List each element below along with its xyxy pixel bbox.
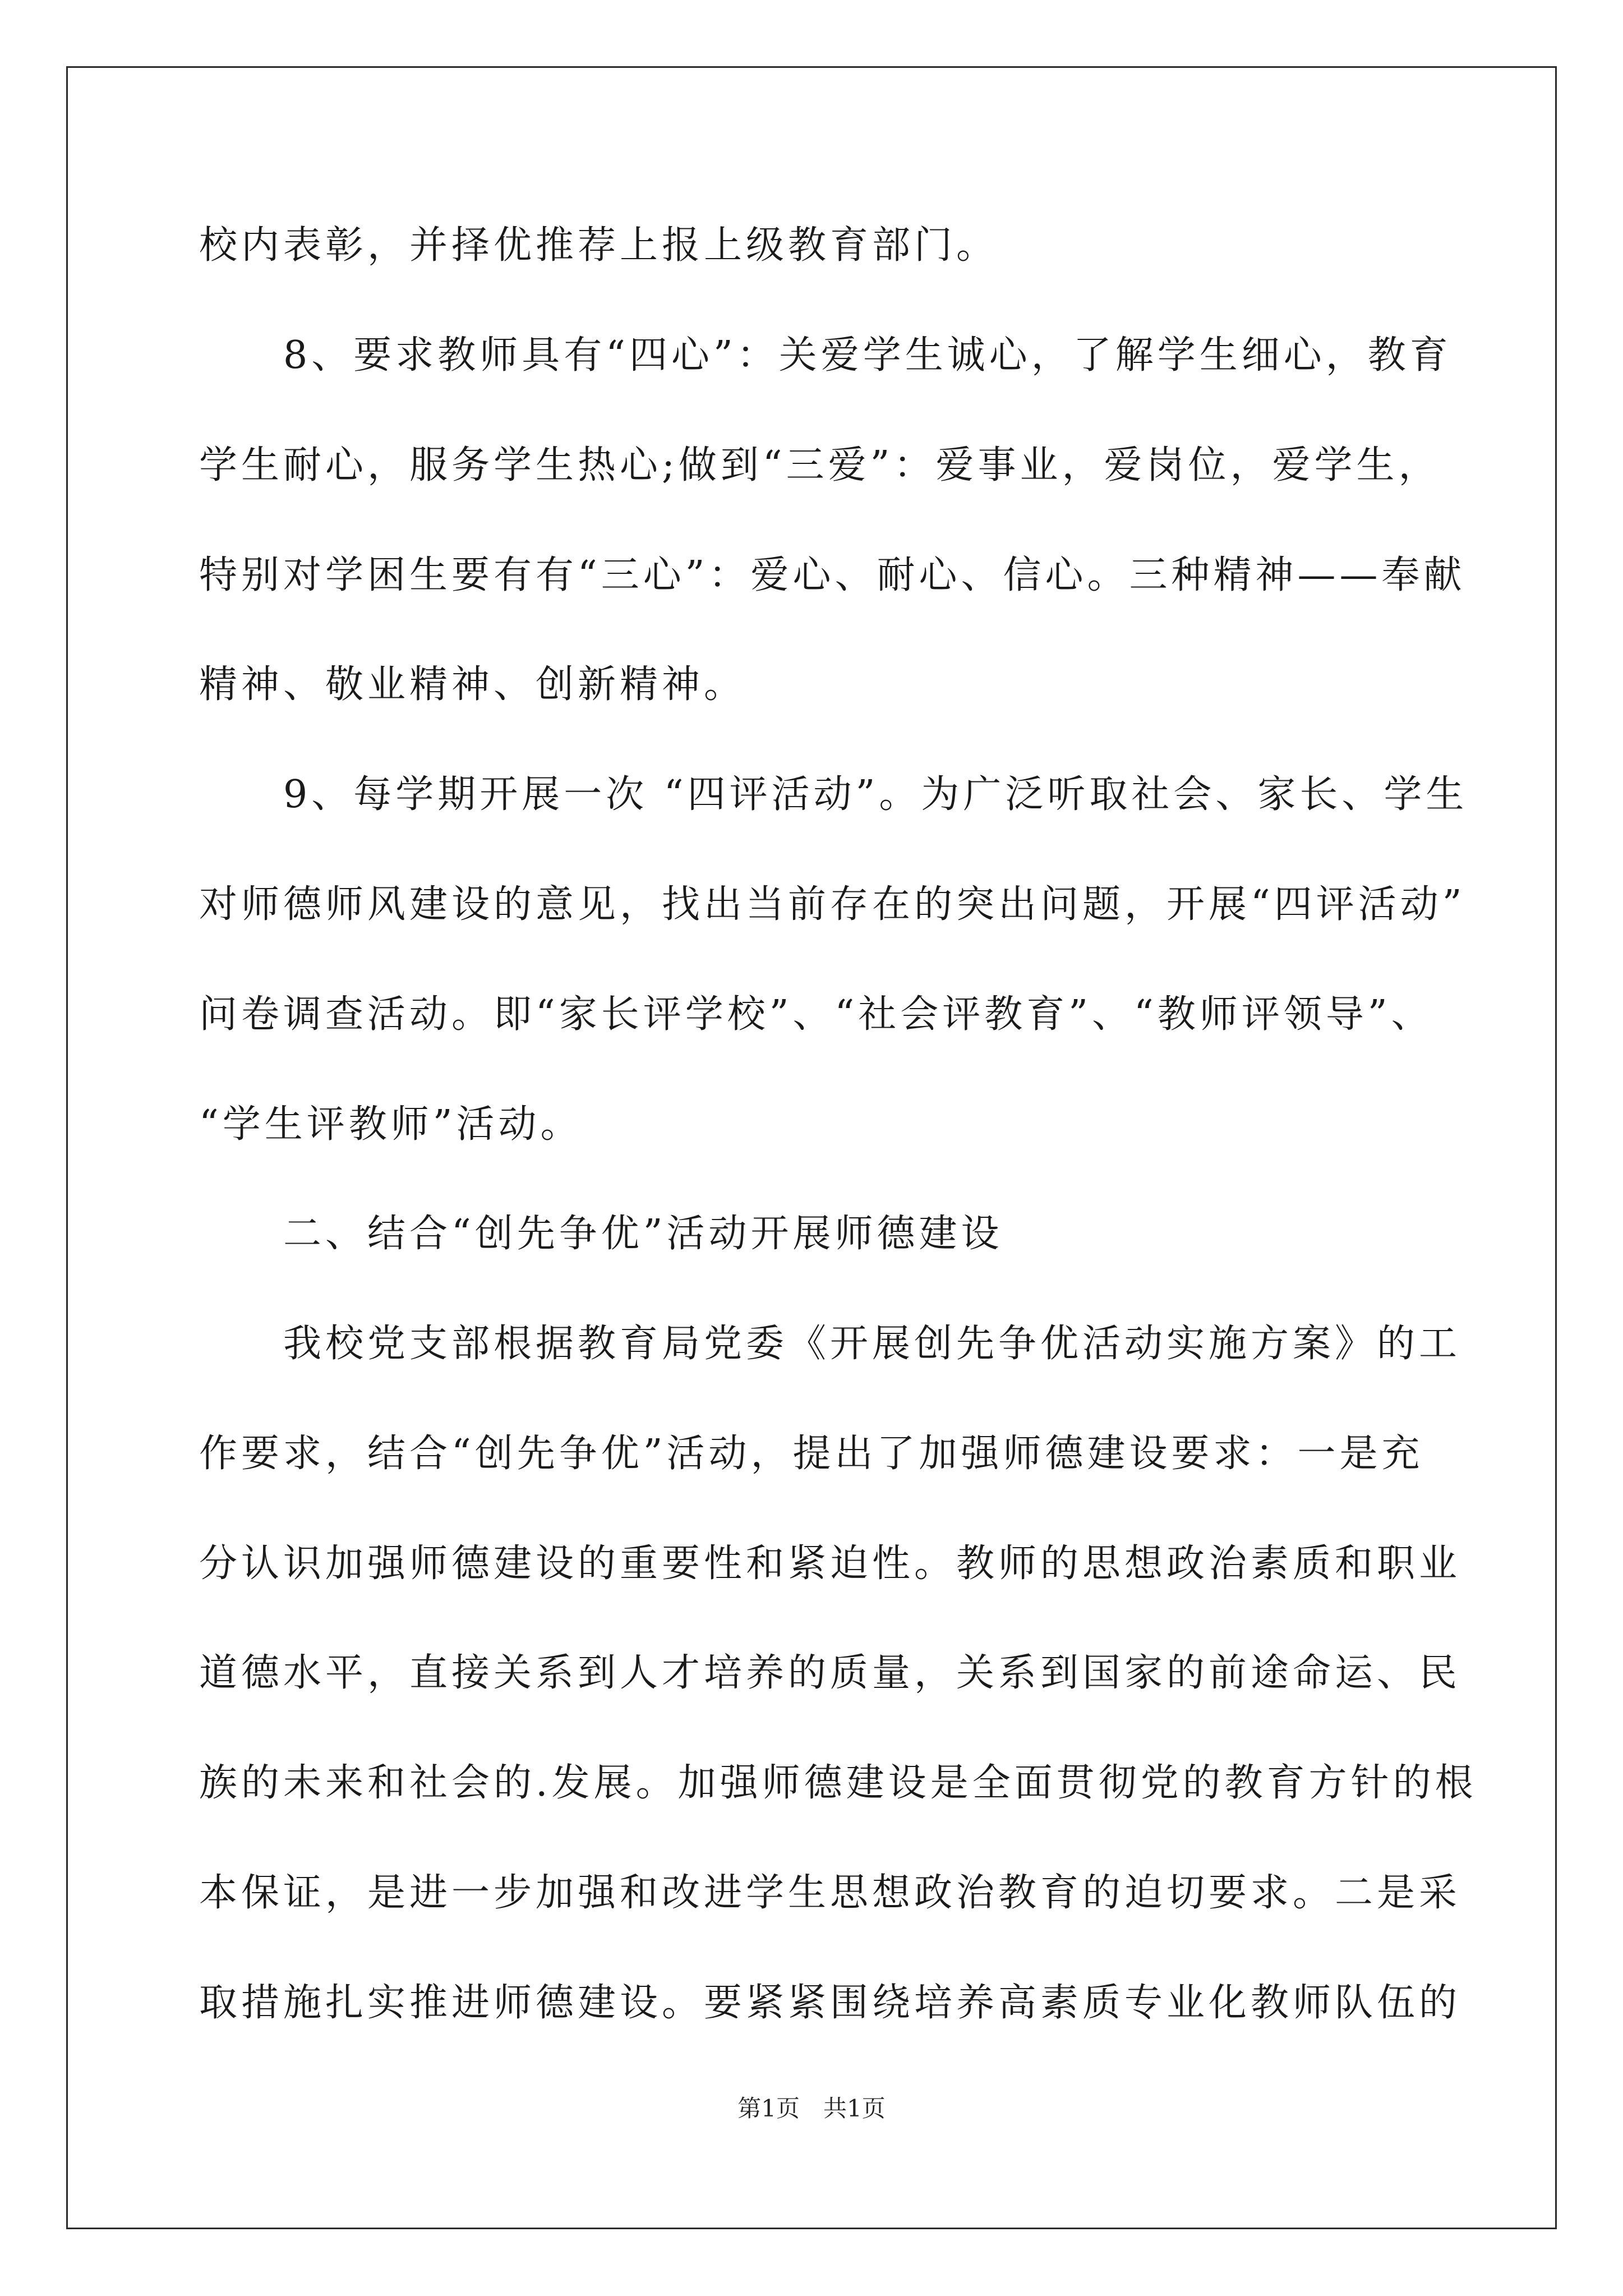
text-line-9: “学生评教师”活动。	[199, 1102, 583, 1147]
text-line-3: 学生耐心，服务学生热心;做到“三爱”：爱事业，爱岗位，爱学生，	[199, 443, 1441, 487]
text-line-4: 特别对学困生要有有“三心”：爱心、耐心、信心。三种精神——奉献	[199, 553, 1466, 597]
text-line-5: 精神、敬业精神、创新精神。	[199, 662, 746, 707]
section-heading: 二、结合“创先争优”活动开展师德建设	[199, 1212, 1003, 1256]
text-line-15: 族的未来和社会的.发展。加强师德建设是全面贯彻党的教育方针的根	[199, 1761, 1477, 1805]
text-line-13: 分认识加强师德建设的重要性和紧迫性。教师的思想政治素质和职业	[199, 1542, 1461, 1586]
text-line-7: 对师德师风建设的意见，找出当前存在的突出问题，开展“四评活动”	[199, 882, 1466, 927]
text-line-17: 取措施扎实推进师德建设。要紧紧围绕培养高素质专业化教师队伍的	[199, 1981, 1461, 2025]
text-line-11: 我校党支部根据教育局党委《开展创先争优活动实施方案》的工	[199, 1322, 1461, 1366]
text-line-6: 9、每学期开展一次 “四评活动”。为广泛听取社会、家长、学生	[199, 772, 1468, 817]
text-line-8: 问卷调查活动。即“家长评学校”、“社会评教育”、“教师评领导”、	[199, 992, 1433, 1037]
text-line-2: 8、要求教师具有“四心”：关爱学生诚心，了解学生细心，教育	[199, 333, 1452, 378]
text-line-1: 校内表彰，并择优推荐上报上级教育部门。	[199, 223, 999, 268]
text-line-12: 作要求，结合“创先争优”活动，提出了加强师德建设要求：一是充	[199, 1432, 1424, 1476]
text-line-16: 本保证，是进一步加强和改进学生思想政治教育的迫切要求。二是采	[199, 1871, 1461, 1915]
page-number-footer: 第1页 共1页	[737, 2095, 886, 2122]
text-line-14: 道德水平，直接关系到人才培养的质量，关系到国家的前途命运、民	[199, 1651, 1461, 1695]
